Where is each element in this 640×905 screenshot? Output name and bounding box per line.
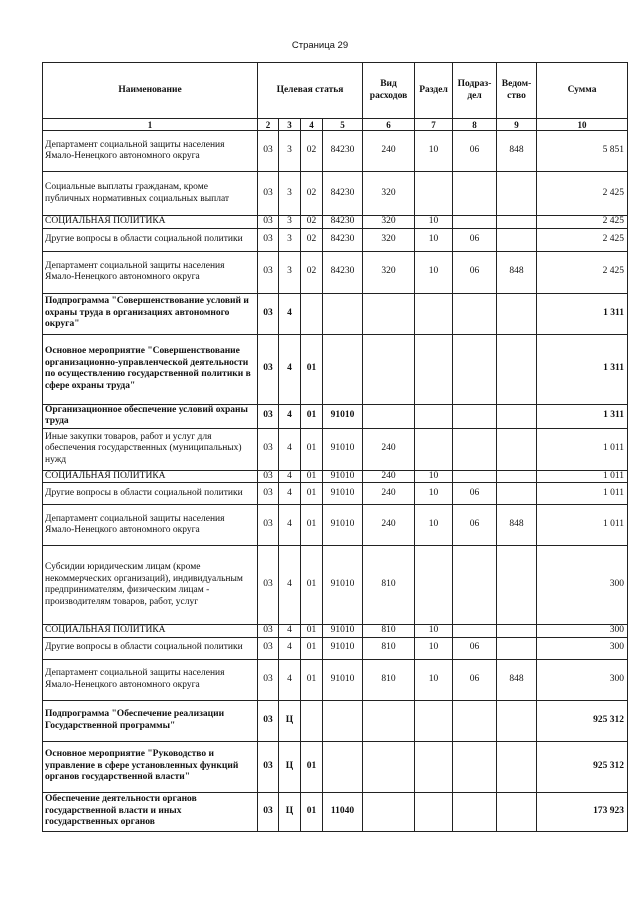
cell-department: 848 [497, 251, 537, 293]
cell-amount: 925 312 [537, 741, 628, 792]
cell-name: Другие вопросы в области социальной политики [43, 637, 258, 659]
cell-section [415, 293, 453, 334]
cell-direction [323, 741, 363, 792]
column-number: 2 [258, 119, 279, 131]
cell-program: 03 [258, 428, 279, 470]
cell-subprogram: Ц [279, 741, 301, 792]
cell-section [415, 546, 453, 625]
cell-name: СОЦИАЛЬНАЯ ПОЛИТИКА [43, 216, 258, 229]
cell-amount: 1 011 [537, 470, 628, 483]
cell-amount: 1 311 [537, 293, 628, 334]
cell-main-event: 01 [301, 428, 323, 470]
cell-subprogram: 4 [279, 483, 301, 505]
table-row [43, 216, 628, 229]
cell-expense-type: 810 [363, 659, 415, 700]
cell-department [497, 470, 537, 483]
cell-department [497, 334, 537, 404]
cell-expense-type: 240 [363, 428, 415, 470]
cell-subsection: 06 [453, 659, 497, 700]
cell-subprogram: 3 [279, 131, 301, 172]
cell-subprogram: 4 [279, 470, 301, 483]
cell-expense-type: 240 [363, 131, 415, 172]
table-row [43, 228, 628, 251]
cell-subprogram: 3 [279, 172, 301, 216]
table-row [43, 700, 628, 741]
cell-department [497, 546, 537, 625]
cell-name: Подпрограмма "Обеспечение реализации Государственной программы" [43, 700, 258, 741]
cell-subprogram: 4 [279, 546, 301, 625]
cell-direction: 91010 [323, 505, 363, 546]
cell-subprogram: 4 [279, 505, 301, 546]
header-section: Раздел [415, 63, 453, 119]
cell-program: 03 [258, 228, 279, 251]
cell-amount: 1 011 [537, 483, 628, 505]
cell-expense-type: 320 [363, 228, 415, 251]
cell-department [497, 637, 537, 659]
cell-subsection [453, 792, 497, 831]
header-expense-type: Вид расходов [363, 63, 415, 119]
table-row [43, 792, 628, 831]
cell-department [497, 625, 537, 638]
cell-program: 03 [258, 792, 279, 831]
cell-program: 03 [258, 700, 279, 741]
cell-main-event: 02 [301, 172, 323, 216]
column-number: 1 [43, 119, 258, 131]
cell-direction: 91010 [323, 483, 363, 505]
cell-expense-type: 810 [363, 625, 415, 638]
cell-department: 848 [497, 505, 537, 546]
cell-name: Подпрограмма "Совершенствование условий и охраны труда в организациях автономного округа" [43, 293, 258, 334]
cell-direction: 11040 [323, 792, 363, 831]
cell-department [497, 792, 537, 831]
cell-department [497, 700, 537, 741]
cell-direction: 84230 [323, 216, 363, 229]
cell-direction: 84230 [323, 172, 363, 216]
cell-subsection: 06 [453, 483, 497, 505]
cell-program: 03 [258, 404, 279, 428]
cell-amount: 2 425 [537, 228, 628, 251]
cell-main-event: 01 [301, 404, 323, 428]
cell-expense-type: 810 [363, 546, 415, 625]
cell-expense-type: 240 [363, 470, 415, 483]
cell-name: Департамент социальной защиты населения Ямало-Ненецкого автономного округа [43, 659, 258, 700]
cell-direction: 91010 [323, 546, 363, 625]
cell-direction [323, 334, 363, 404]
cell-amount: 2 425 [537, 216, 628, 229]
cell-section [415, 741, 453, 792]
cell-department [497, 172, 537, 216]
cell-expense-type: 240 [363, 483, 415, 505]
cell-direction: 91010 [323, 637, 363, 659]
column-number: 7 [415, 119, 453, 131]
cell-name: Социальные выплаты гражданам, кроме публичных нормативных социальных выплат [43, 172, 258, 216]
cell-expense-type [363, 700, 415, 741]
cell-subprogram: Ц [279, 700, 301, 741]
cell-section [415, 334, 453, 404]
cell-main-event: 02 [301, 216, 323, 229]
cell-direction [323, 700, 363, 741]
cell-subprogram: 4 [279, 659, 301, 700]
cell-subsection: 06 [453, 505, 497, 546]
cell-section: 10 [415, 470, 453, 483]
cell-section: 10 [415, 483, 453, 505]
cell-name: Департамент социальной защиты населения Ямало-Ненецкого автономного округа [43, 251, 258, 293]
cell-subsection: 06 [453, 131, 497, 172]
cell-subprogram: 4 [279, 404, 301, 428]
cell-subprogram: 3 [279, 216, 301, 229]
cell-direction: 91010 [323, 659, 363, 700]
table-row [43, 637, 628, 659]
cell-expense-type [363, 334, 415, 404]
cell-subsection [453, 334, 497, 404]
cell-department [497, 293, 537, 334]
cell-program: 03 [258, 334, 279, 404]
cell-expense-type: 320 [363, 172, 415, 216]
cell-main-event: 01 [301, 470, 323, 483]
cell-amount: 1 311 [537, 334, 628, 404]
cell-subprogram: 3 [279, 251, 301, 293]
cell-department [497, 483, 537, 505]
cell-direction: 84230 [323, 228, 363, 251]
cell-program: 03 [258, 216, 279, 229]
cell-subsection [453, 470, 497, 483]
cell-section [415, 428, 453, 470]
table-body [43, 131, 628, 832]
cell-expense-type [363, 792, 415, 831]
cell-main-event: 01 [301, 505, 323, 546]
cell-department [497, 404, 537, 428]
cell-department: 848 [497, 659, 537, 700]
cell-amount: 1 311 [537, 404, 628, 428]
cell-subprogram: 3 [279, 228, 301, 251]
cell-direction [323, 293, 363, 334]
table-row [43, 334, 628, 404]
cell-direction: 84230 [323, 131, 363, 172]
cell-expense-type [363, 404, 415, 428]
cell-main-event: 02 [301, 131, 323, 172]
cell-subprogram: 4 [279, 334, 301, 404]
cell-subprogram: 4 [279, 428, 301, 470]
cell-subsection [453, 428, 497, 470]
cell-name: Другие вопросы в области социальной политики [43, 228, 258, 251]
cell-direction: 84230 [323, 251, 363, 293]
cell-main-event: 01 [301, 637, 323, 659]
cell-subsection [453, 741, 497, 792]
cell-direction: 91010 [323, 404, 363, 428]
cell-name: СОЦИАЛЬНАЯ ПОЛИТИКА [43, 625, 258, 638]
cell-department [497, 228, 537, 251]
cell-name: Основное мероприятие "Руководство и управление в сфере установленных функций органов государственной власти" [43, 741, 258, 792]
cell-direction: 91010 [323, 428, 363, 470]
cell-program: 03 [258, 659, 279, 700]
cell-main-event [301, 293, 323, 334]
cell-section [415, 172, 453, 216]
cell-program: 03 [258, 546, 279, 625]
cell-name: Организационное обеспечение условий охраны труда [43, 404, 258, 428]
cell-section [415, 700, 453, 741]
cell-section: 10 [415, 505, 453, 546]
cell-amount: 173 923 [537, 792, 628, 831]
cell-program: 03 [258, 293, 279, 334]
column-number: 6 [363, 119, 415, 131]
cell-program: 03 [258, 637, 279, 659]
column-number: 5 [323, 119, 363, 131]
column-number: 10 [537, 119, 628, 131]
column-number: 3 [279, 119, 301, 131]
cell-main-event: 01 [301, 792, 323, 831]
cell-subprogram: 4 [279, 293, 301, 334]
cell-subsection [453, 404, 497, 428]
cell-program: 03 [258, 470, 279, 483]
cell-main-event [301, 700, 323, 741]
cell-main-event: 01 [301, 334, 323, 404]
table-row [43, 659, 628, 700]
cell-subsection [453, 625, 497, 638]
cell-subsection: 06 [453, 637, 497, 659]
cell-amount: 300 [537, 637, 628, 659]
cell-main-event: 01 [301, 546, 323, 625]
cell-main-event: 02 [301, 228, 323, 251]
cell-section: 10 [415, 251, 453, 293]
cell-program: 03 [258, 251, 279, 293]
cell-subprogram: 4 [279, 625, 301, 638]
cell-subsection [453, 216, 497, 229]
cell-program: 03 [258, 625, 279, 638]
cell-expense-type: 240 [363, 505, 415, 546]
cell-direction: 91010 [323, 470, 363, 483]
header-amount: Сумма [537, 63, 628, 119]
header-target-article: Целевая статья [258, 63, 363, 119]
table-row [43, 546, 628, 625]
table-row [43, 293, 628, 334]
cell-name: Субсидии юридическим лицам (кроме некоммерческих организаций), индивидуальным предпринимателям, физическим лицам - производителям товаров, работ, услуг [43, 546, 258, 625]
cell-subsection [453, 700, 497, 741]
cell-section: 10 [415, 659, 453, 700]
header-name: Наименование [43, 63, 258, 119]
cell-subsection [453, 293, 497, 334]
page-number: Страница 29 [291, 40, 349, 51]
cell-section [415, 404, 453, 428]
table-row [43, 741, 628, 792]
cell-name: Обеспечение деятельности органов государственной власти и иных государственных органов [43, 792, 258, 831]
cell-subsection: 06 [453, 251, 497, 293]
cell-section: 10 [415, 625, 453, 638]
cell-program: 03 [258, 741, 279, 792]
cell-department [497, 216, 537, 229]
cell-amount: 925 312 [537, 700, 628, 741]
cell-section [415, 792, 453, 831]
cell-section: 10 [415, 216, 453, 229]
cell-program: 03 [258, 483, 279, 505]
table-row [43, 428, 628, 470]
cell-name: Иные закупки товаров, работ и услуг для обеспечения государственных (муниципальных) нужд [43, 428, 258, 470]
cell-amount: 300 [537, 546, 628, 625]
cell-expense-type: 320 [363, 216, 415, 229]
table-row [43, 470, 628, 483]
cell-main-event: 01 [301, 625, 323, 638]
cell-amount: 5 851 [537, 131, 628, 172]
cell-expense-type [363, 741, 415, 792]
cell-program: 03 [258, 505, 279, 546]
cell-main-event: 01 [301, 659, 323, 700]
table-row [43, 625, 628, 638]
cell-amount: 2 425 [537, 172, 628, 216]
cell-amount: 2 425 [537, 251, 628, 293]
cell-section: 10 [415, 228, 453, 251]
cell-subsection: 06 [453, 228, 497, 251]
table-row [43, 505, 628, 546]
cell-department [497, 741, 537, 792]
cell-name: Основное мероприятие "Совершенствование организационно-управленческой деятельности по осуществлению государственной политики в сфере охраны труда" [43, 334, 258, 404]
column-number: 9 [497, 119, 537, 131]
cell-section: 10 [415, 131, 453, 172]
header-subsection: Подраз-дел [453, 63, 497, 119]
cell-subprogram: Ц [279, 792, 301, 831]
cell-subsection [453, 172, 497, 216]
column-number: 8 [453, 119, 497, 131]
cell-section: 10 [415, 637, 453, 659]
cell-main-event: 01 [301, 741, 323, 792]
budget-table [42, 62, 628, 832]
cell-amount: 1 011 [537, 505, 628, 546]
cell-department [497, 428, 537, 470]
cell-name: СОЦИАЛЬНАЯ ПОЛИТИКА [43, 470, 258, 483]
table-row [43, 404, 628, 428]
cell-amount: 300 [537, 659, 628, 700]
column-number: 4 [301, 119, 323, 131]
column-number-row [43, 119, 628, 131]
cell-main-event: 01 [301, 483, 323, 505]
cell-program: 03 [258, 172, 279, 216]
cell-subprogram: 4 [279, 637, 301, 659]
cell-main-event: 02 [301, 251, 323, 293]
cell-amount: 300 [537, 625, 628, 638]
cell-program: 03 [258, 131, 279, 172]
cell-direction: 91010 [323, 625, 363, 638]
cell-amount: 1 011 [537, 428, 628, 470]
cell-expense-type: 320 [363, 251, 415, 293]
table-row [43, 172, 628, 216]
cell-name: Департамент социальной защиты населения Ямало-Ненецкого автономного округа [43, 505, 258, 546]
cell-name: Другие вопросы в области социальной политики [43, 483, 258, 505]
cell-subsection [453, 546, 497, 625]
table-row [43, 251, 628, 293]
header-department: Ведом-ство [497, 63, 537, 119]
cell-expense-type: 810 [363, 637, 415, 659]
cell-expense-type [363, 293, 415, 334]
table-row [43, 483, 628, 505]
cell-department: 848 [497, 131, 537, 172]
cell-name: Департамент социальной защиты населения Ямало-Ненецкого автономного округа [43, 131, 258, 172]
table-row [43, 131, 628, 172]
